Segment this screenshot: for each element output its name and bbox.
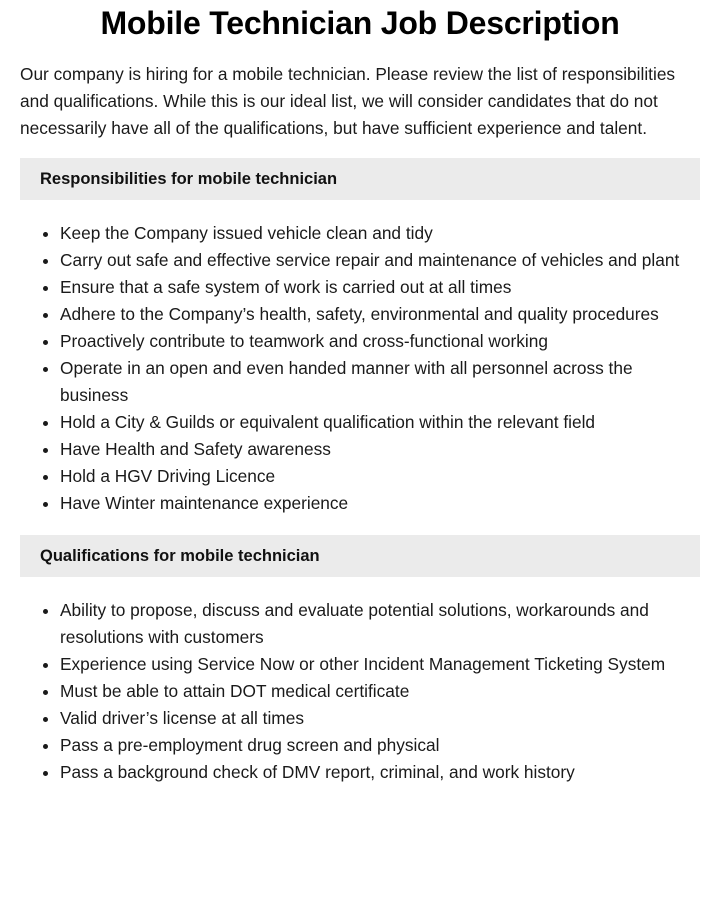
- bullet-icon: [43, 744, 48, 749]
- qualifications-heading: [20, 535, 700, 577]
- bullet-icon: [43, 340, 48, 345]
- bullet-icon: [43, 259, 48, 264]
- responsibilities-heading-label: Responsibilities for mobile technician: [40, 169, 338, 188]
- bullet-icon: [43, 421, 48, 426]
- list-item: Ensure that a safe system of work is carried out at all times: [60, 274, 700, 301]
- list-item: Carry out safe and effective service repair and maintenance of vehicles and plant: [60, 247, 700, 274]
- list-item: Proactively contribute to teamwork and cross-functional working: [60, 328, 700, 355]
- list-item: Hold a City & Guilds or equivalent qualification within the relevant field: [60, 409, 700, 436]
- list-item: Must be able to attain DOT medical certificate: [60, 678, 700, 705]
- responsibilities-heading: [20, 158, 700, 200]
- responsibilities-list: [20, 220, 700, 517]
- bullet-icon: [43, 475, 48, 480]
- bullet-icon: [43, 771, 48, 776]
- list-item: Experience using Service Now or other Incident Management Ticketing System: [60, 651, 700, 678]
- list-item: Operate in an open and even handed manner with all personnel across the business: [60, 355, 700, 409]
- list-item: Adhere to the Company’s health, safety, environmental and quality procedures: [60, 301, 700, 328]
- bullet-icon: [43, 367, 48, 372]
- bullet-icon: [43, 663, 48, 668]
- bullet-icon: [43, 286, 48, 291]
- bullet-icon: [43, 690, 48, 695]
- list-item: Pass a background check of DMV report, criminal, and work history: [60, 759, 700, 786]
- list-item: Have Winter maintenance experience: [60, 490, 700, 517]
- bullet-icon: [43, 448, 48, 453]
- list-item: Pass a pre-employment drug screen and physical: [60, 732, 700, 759]
- bullet-icon: [43, 717, 48, 722]
- bullet-icon: [43, 232, 48, 237]
- list-item: Valid driver’s license at all times: [60, 705, 700, 732]
- intro-paragraph: Our company is hiring for a mobile technician. Please review the list of responsibilities and qualifications. While this is our ideal list, we will consider candidates that do not necessarily have all of the qualifications, but have sufficient experience and talent.: [20, 64, 676, 138]
- list-item: Hold a HGV Driving Licence: [60, 463, 700, 490]
- list-item: Ability to propose, discuss and evaluate potential solutions, workarounds and resolutions with customers: [60, 597, 700, 651]
- list-item: Keep the Company issued vehicle clean and tidy: [60, 220, 700, 247]
- bullet-icon: [43, 609, 48, 614]
- page-title: Mobile Technician Job Description: [100, 5, 620, 41]
- qualifications-heading-label: Qualifications for mobile technician: [40, 546, 320, 565]
- bullet-icon: [43, 502, 48, 507]
- qualifications-list: [20, 597, 700, 786]
- list-item: Have Health and Safety awareness: [60, 436, 700, 463]
- bullet-icon: [43, 313, 48, 318]
